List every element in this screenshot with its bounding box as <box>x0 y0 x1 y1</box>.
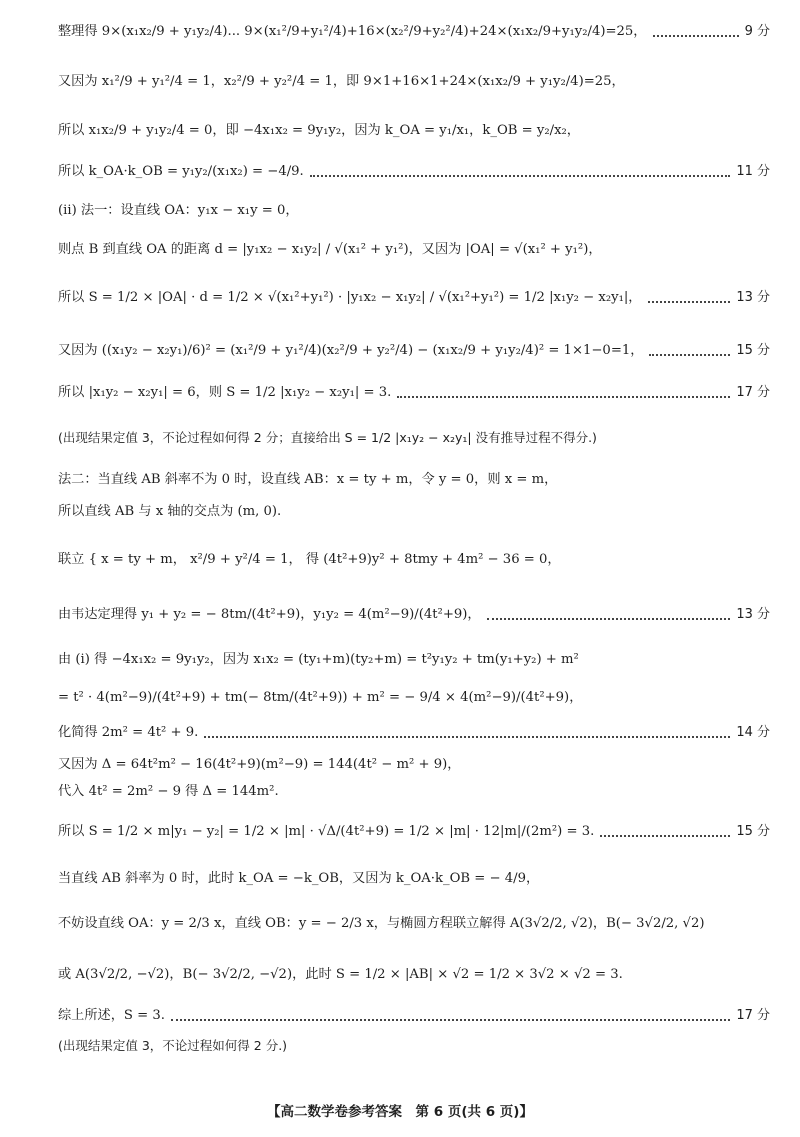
line-text: 综上所述，S = 3. <box>58 1008 165 1023</box>
line-text: 所以 k_OA·k_OB = y₁y₂/(x₁x₂) = −4/9. <box>58 164 304 179</box>
dot-leader <box>648 301 731 303</box>
score-label: 9 分 <box>744 24 770 39</box>
solution-line <box>58 502 770 522</box>
line-text: 化简得 2m² = 4t² + 9. <box>58 725 199 740</box>
line-text: 所以 S = 1/2 × m|y₁ − y₂| = 1/2 × |m| · √Δ/(4t²+9) = 1/2 × |m| · 12|m|/(2m²) = 3. <box>58 824 595 839</box>
line-text: 又因为 x₁²/9 + y₁²/4 = 1，x₂²/9 + y₂²/4 = 1，即 9×1+16×1+24×(x₁x₂/9 + y₁y₂/4)=25， <box>58 74 625 89</box>
line-text: 由韦达定理得 y₁ + y₂ = − 8tm/(4t²+9)，y₁y₂ = 4(m²−9)/(4t²+9)， <box>58 607 481 622</box>
solution-line <box>58 550 770 570</box>
solution-line <box>58 22 770 42</box>
solution-line <box>58 428 770 448</box>
solution-line <box>58 72 770 92</box>
solution-line <box>58 688 770 708</box>
dot-leader <box>204 736 730 738</box>
solution-line <box>58 1036 770 1056</box>
solution-line <box>58 822 770 842</box>
dot-leader <box>653 35 739 37</box>
line-text: 当直线 AB 斜率为 0 时，此时 k_OA = −k_OB，又因为 k_OA·k_OB = − 4/9， <box>58 871 540 886</box>
solution-line <box>58 288 770 308</box>
score-label: 17 分 <box>736 1008 770 1023</box>
solution-line <box>58 965 770 985</box>
line-text: 不妨设直线 OA：y = 2/3 x，直线 OB：y = − 2/3 x，与椭圆方程联立解得 A(3√2/2, √2)，B(− 3√2/2, √2) <box>58 916 705 931</box>
solution-line <box>58 914 770 934</box>
line-text: (ⅱ) 法一：设直线 OA：y₁x − x₁y = 0， <box>58 203 299 218</box>
score-label: 15 分 <box>736 824 770 839</box>
solution-line <box>58 162 770 182</box>
solution-line <box>58 755 770 775</box>
score-label: 11 分 <box>736 164 770 179</box>
score-label: 14 分 <box>736 725 770 740</box>
solution-line <box>58 723 770 743</box>
line-text: 又因为 Δ = 64t²m² − 16(4t²+9)(m²−9) = 144(4t² − m² + 9)， <box>58 757 461 772</box>
line-text: 联立 { x = ty + m， x²/9 + y²/4 = 1， 得 (4t²+9)y² + 8tmy + 4m² − 36 = 0， <box>58 552 561 567</box>
line-text: 所以 |x₁y₂ − x₂y₁| = 6，则 S = 1/2 |x₁y₂ − x₂y₁| = 3. <box>58 385 392 400</box>
score-label: 13 分 <box>736 607 770 622</box>
line-text: 代入 4t² = 2m² − 9 得 Δ = 144m². <box>58 784 279 799</box>
solution-line <box>58 383 770 403</box>
dot-leader <box>487 618 731 620</box>
solution-line <box>58 782 770 802</box>
solution-line <box>58 650 770 670</box>
solution-line <box>58 869 770 889</box>
score-label: 13 分 <box>736 290 770 305</box>
dot-leader <box>310 175 731 177</box>
dot-leader <box>600 835 730 837</box>
dot-leader <box>171 1019 730 1021</box>
score-label: 15 分 <box>736 343 770 358</box>
line-text: = t² · 4(m²−9)/(4t²+9) + tm(− 8tm/(4t²+9)) + m² = − 9/4 × 4(m²−9)/(4t²+9)， <box>58 690 583 705</box>
line-text: 法二：当直线 AB 斜率不为 0 时，设直线 AB：x = ty + m，令 y = 0，则 x = m， <box>58 472 558 487</box>
dot-leader <box>397 396 730 398</box>
line-text: 所以 x₁x₂/9 + y₁y₂/4 = 0，即 −4x₁x₂ = 9y₁y₂，因为 k_OA = y₁/x₁，k_OB = y₂/x₂， <box>58 123 580 138</box>
page-footer: 【高二数学卷参考答案 第 6 页(共 6 页)】 <box>267 1104 533 1120</box>
line-text: 所以 S = 1/2 × |OA| · d = 1/2 × √(x₁²+y₁²) · |y₁x₂ − x₁y₂| / √(x₁²+y₁²) = 1/2 |x₁y₂ − x₂y₁|， <box>58 290 642 305</box>
solution-line <box>58 341 770 361</box>
line-text: 所以直线 AB 与 x 轴的交点为 (m, 0). <box>58 504 282 519</box>
line-text: 由 (ⅰ) 得 −4x₁x₂ = 9y₁y₂，因为 x₁x₂ = (ty₁+m)(ty₂+m) = t²y₁y₂ + tm(y₁+y₂) + m² <box>58 652 579 667</box>
dot-leader <box>649 354 730 356</box>
score-label: 17 分 <box>736 385 770 400</box>
line-text: 整理得 9×(x₁x₂/9 + y₁y₂/4)... 9×(x₁²/9+y₁²/4)+16×(x₂²/9+y₂²/4)+24×(x₁x₂/9+y₁y₂/4)=25， <box>58 24 647 39</box>
solution-line <box>58 201 770 221</box>
line-text: 则点 B 到直线 OA 的距离 d = |y₁x₂ − x₁y₂| / √(x₁² + y₁²)，又因为 |OA| = √(x₁² + y₁²)， <box>58 242 602 257</box>
solution-line <box>58 1006 770 1026</box>
solution-line <box>58 121 770 141</box>
solution-line <box>58 605 770 625</box>
line-text: (出现结果定值 3，不论过程如何得 2 分；直接给出 S = 1/2 |x₁y₂ − x₂y₁| 没有推导过程不得分.) <box>58 430 597 445</box>
line-text: (出现结果定值 3，不论过程如何得 2 分.) <box>58 1038 288 1053</box>
solution-line <box>58 240 770 260</box>
solution-line <box>58 470 770 490</box>
line-text: 或 A(3√2/2, −√2)，B(− 3√2/2, −√2)，此时 S = 1/2 × |AB| × √2 = 1/2 × 3√2 × √2 = 3. <box>58 967 623 982</box>
line-text: 又因为 ((x₁y₂ − x₂y₁)/6)² = (x₁²/9 + y₁²/4)(x₂²/9 + y₂²/4) − (x₁x₂/9 + y₁y₂/4)² = 1×1−0=1， <box>58 343 644 358</box>
